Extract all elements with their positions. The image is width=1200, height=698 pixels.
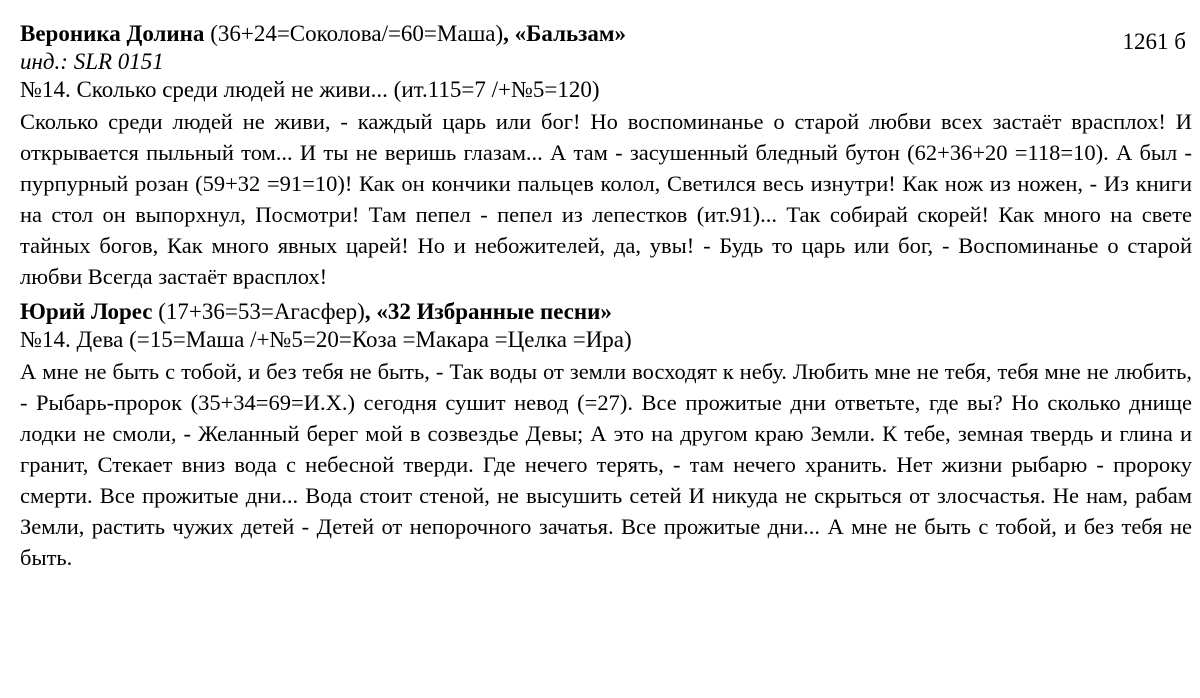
catalog-index: инд.: SLR 0151 [20, 49, 164, 74]
author-name: Вероника Долина [20, 21, 205, 46]
author-name: Юрий Лорес [20, 299, 153, 324]
document-page [20, 20, 1192, 573]
album-title: , «Бальзам» [503, 21, 627, 46]
song-lyrics: Сколько среди людей не живи, - каждый царь или бог! Но воспоминанье о старой любви всех застаёт врасплох! И открывается пыльный том... И ты не веришь глазам... А там - засушенный бледный бутон (62+36+20 =118=10). А был - пурпурный розан (59+32 =91=10)! Как он кончики пальцев колол, Светился весь изнутри! Как нож из ножен, - Из книги на стол он выпорхнул, Посмотри! Там пепел - пепел из лепестков (ит.91)... Так собирай скорей! Как много на свете тайных богов, Как много явных царей! Но и небожителей, да, увы! - Будь то царь или бог, - Воспоминанье о старой любви Всегда застаёт врасплох! [20, 109, 1192, 289]
author-note: (17+36=53=Агасфер) [152, 299, 365, 324]
page-number: 1261 б [1122, 29, 1186, 54]
song-title: №14. Дева (=15=Маша /+№5=20=Коза =Макара =Целка =Ира) [20, 327, 632, 352]
song-lyrics: А мне не быть с тобой, и без тебя не быть, - Так воды от земли восходят к небу. Любить мне не тебя, тебя мне не любить, - Рыбарь-пророк (35+34=69=И.Х.) сегодня сушит невод (=27). Все прожитые дни ответьте, где вы? Но сколько днище лодки не смоли, - Желанный берег мой в созвездье Девы; А это на другом краю Земли. К тебе, земная твердь и глина и гранит, Стекает вниз вода с небесной тверди. Где нечего терять, - там нечего хранить. Нет жизни рыбарю - пророку смерти. Все прожитые дни... Вода стоит стеной, не высушить сетей И никуда не скрыться от злосчастья. Не нам, рабам Земли, растить чужих детей - Детей от непорочного зачатья. Все прожитые дни... А мне не быть с тобой, и без тебя не быть. [20, 359, 1192, 570]
entry-heading [20, 298, 1192, 326]
entry-heading [20, 20, 1192, 48]
song-title: №14. Сколько среди людей не живи... (ит.115=7 /+№5=120) [20, 77, 600, 102]
album-title: , «32 Избранные песни» [364, 299, 612, 324]
entry-dolina [20, 20, 1192, 292]
entry-lores [20, 298, 1192, 573]
author-note: (36+24=Соколова/=60=Маша) [204, 21, 504, 46]
